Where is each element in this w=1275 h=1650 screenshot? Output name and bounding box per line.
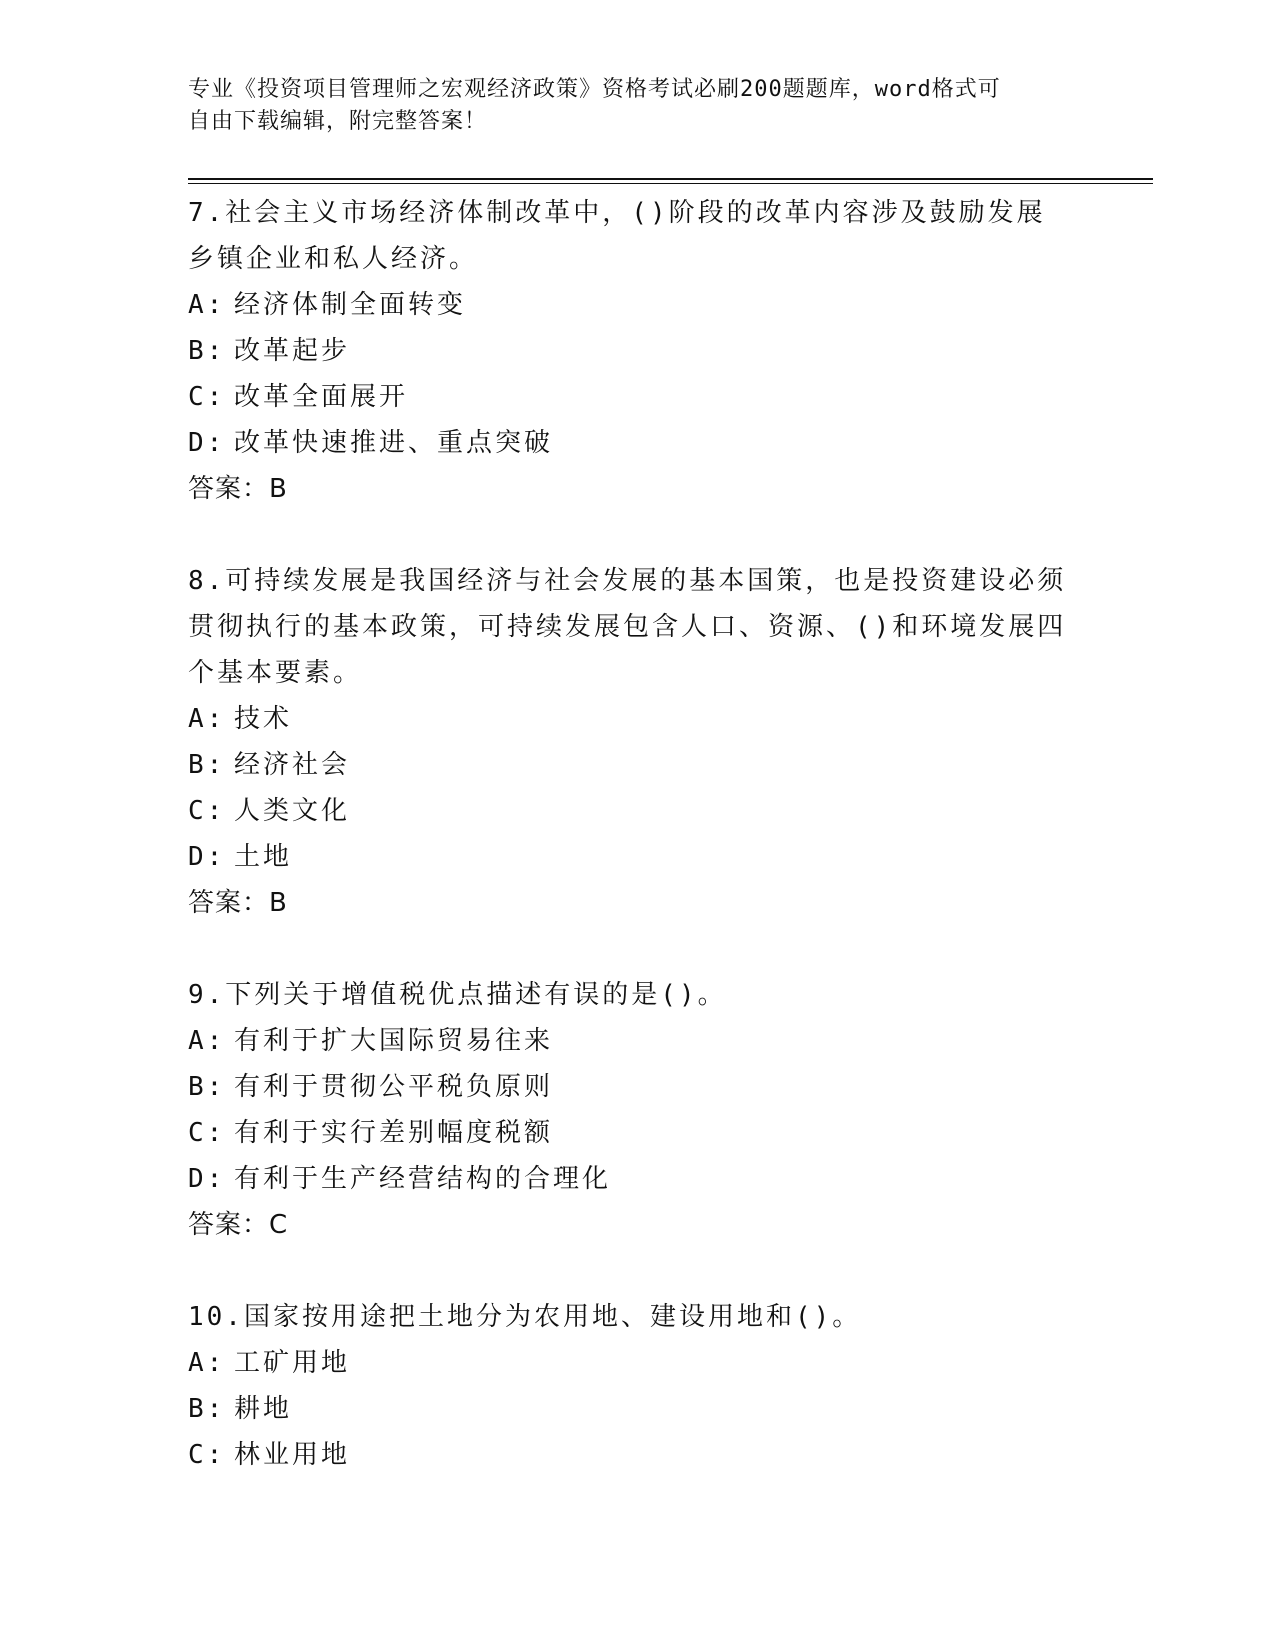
option-letter: D: bbox=[188, 428, 226, 458]
option-letter: C: bbox=[188, 1118, 226, 1148]
answer-line: 答案：C bbox=[188, 1210, 289, 1240]
option-letter: B: bbox=[188, 750, 226, 780]
option-text: 有利于生产经营结构的合理化 bbox=[234, 1164, 612, 1194]
header-line-2: 自由下载编辑，附完整答案！ bbox=[188, 109, 488, 134]
option-text: 改革起步 bbox=[234, 336, 351, 366]
answer-line: 答案：B bbox=[188, 888, 288, 918]
option-text: 工矿用地 bbox=[234, 1348, 351, 1378]
option-c bbox=[188, 788, 1068, 834]
option-text: 改革快速推进、重点突破 bbox=[234, 428, 554, 458]
option-d bbox=[188, 420, 1068, 466]
option-letter: C: bbox=[188, 382, 226, 412]
option-text: 有利于实行差别幅度税额 bbox=[234, 1118, 554, 1148]
question-7 bbox=[188, 190, 1068, 512]
header-divider-thick bbox=[188, 178, 1153, 180]
option-a bbox=[188, 282, 1068, 328]
option-b bbox=[188, 1064, 1068, 1110]
option-text: 土地 bbox=[234, 842, 293, 872]
option-letter: B: bbox=[188, 1394, 226, 1424]
question-stem: 7.社会主义市场经济体制改革中，()阶段的改革内容涉及鼓励发展乡镇企业和私人经济。 bbox=[188, 198, 1046, 274]
option-text: 耕地 bbox=[234, 1394, 293, 1424]
option-text: 技术 bbox=[234, 704, 293, 734]
option-letter: C: bbox=[188, 1440, 226, 1470]
option-b bbox=[188, 742, 1068, 788]
option-text: 经济社会 bbox=[234, 750, 351, 780]
option-text: 改革全面展开 bbox=[234, 382, 409, 412]
option-letter: B: bbox=[188, 336, 226, 366]
option-d bbox=[188, 1156, 1068, 1202]
question-stem: 8.可持续发展是我国经济与社会发展的基本国策，也是投资建设必须贯彻执行的基本政策，可持续发展包含人口、资源、()和环境发展四个基本要素。 bbox=[188, 566, 1067, 688]
option-letter: A: bbox=[188, 290, 226, 320]
option-c bbox=[188, 1110, 1068, 1156]
option-b bbox=[188, 1386, 1068, 1432]
question-stem: 9.下列关于增值税优点描述有误的是()。 bbox=[188, 980, 727, 1010]
option-a bbox=[188, 696, 1068, 742]
header-divider-thin bbox=[188, 183, 1153, 184]
question-stem: 10.国家按用途把土地分为农用地、建设用地和()。 bbox=[188, 1302, 862, 1332]
option-text: 经济体制全面转变 bbox=[234, 290, 467, 320]
option-letter: C: bbox=[188, 796, 226, 826]
answer-line: 答案：B bbox=[188, 474, 288, 504]
option-letter: A: bbox=[188, 1348, 226, 1378]
question-10 bbox=[188, 1294, 1068, 1478]
option-a bbox=[188, 1018, 1068, 1064]
option-c bbox=[188, 374, 1068, 420]
header-line-1: 专业《投资项目管理师之宏观经济政策》资格考试必刷200题题库，word格式可 bbox=[188, 77, 1001, 102]
document-header bbox=[188, 74, 1088, 138]
option-letter: A: bbox=[188, 704, 226, 734]
question-8 bbox=[188, 558, 1068, 926]
option-text: 林业用地 bbox=[234, 1440, 351, 1470]
option-letter: B: bbox=[188, 1072, 226, 1102]
option-c bbox=[188, 1432, 1068, 1478]
option-letter: A: bbox=[188, 1026, 226, 1056]
option-letter: D: bbox=[188, 842, 226, 872]
question-9 bbox=[188, 972, 1068, 1248]
option-text: 有利于贯彻公平税负原则 bbox=[234, 1072, 554, 1102]
option-text: 人类文化 bbox=[234, 796, 351, 826]
question-list bbox=[188, 190, 1068, 1524]
option-text: 有利于扩大国际贸易往来 bbox=[234, 1026, 554, 1056]
option-b bbox=[188, 328, 1068, 374]
option-a bbox=[188, 1340, 1068, 1386]
option-letter: D: bbox=[188, 1164, 226, 1194]
option-d bbox=[188, 834, 1068, 880]
